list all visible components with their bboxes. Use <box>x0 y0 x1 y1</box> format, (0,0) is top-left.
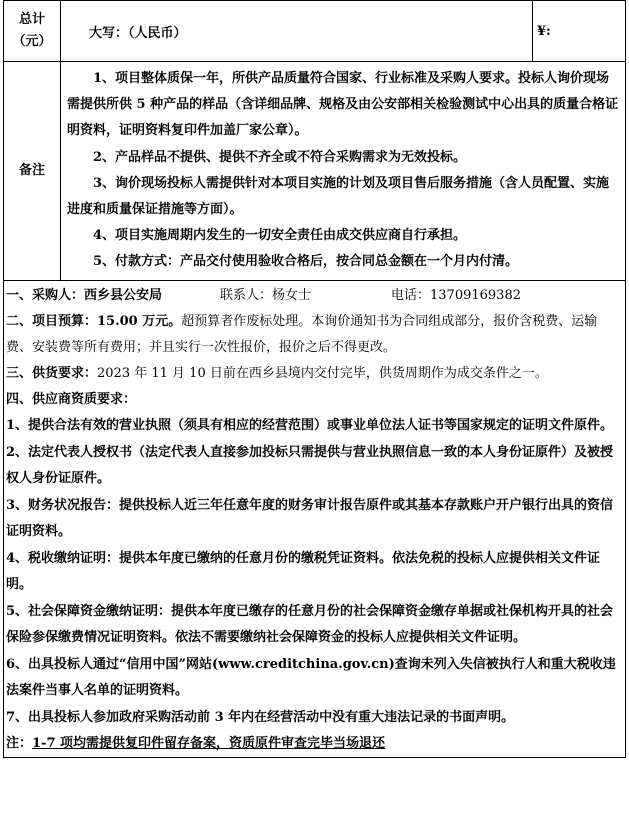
total-label-line1: 总计 <box>18 12 45 27</box>
remarks-content <box>61 62 626 281</box>
body-content <box>4 280 626 758</box>
footnote-text: 1-7 项均需提供复印件留存备案，资质原件审查完毕当场退还 <box>32 736 386 752</box>
footnote <box>6 731 623 757</box>
remark-item: 1、项目整体质保一年，所供产品质量符合国家、行业标准及采购人要求。投标人询价现场需提供所供 5 种产品的样品（含详细品牌、规格及由公安部相关检验测试中心出具的质量合格证明资料，证明资料复印件加盖厂家公章）。 <box>67 71 619 139</box>
qualification-item: 5、社会保障资金缴纳证明：提供本年度已缴存的任意月份的社会保障资金缴存单据或社保机构开具的社会保险参保缴费情况证明资料。依法不需要缴纳社会保障资金的投标人应提供相关文件证明。 <box>6 603 614 646</box>
total-label-cell <box>4 1 61 62</box>
qualification-item: 6、出具投标人通过“信用中国”网站(www.creditchina.gov.cn)查询未列入失信被执行人和重大税收违法案件当事人名单的证明资料。 <box>6 656 616 699</box>
remark-item: 3、询价现场投标人需提供针对本项目实施的计划及项目售后服务措施（含人员配置、实施进度和质量保证措施等方面）。 <box>67 175 610 218</box>
total-label-line2: （元） <box>12 34 52 49</box>
remarks-label: 备注 <box>4 62 61 281</box>
qualification-item: 2、法定代表人授权书（法定代表人直接参加投标只需提供与营业执照信息一致的本人身份证原件）及被授权人身份证原件。 <box>6 444 614 487</box>
remark-item: 4、项目实施周期内发生的一切安全责任由成交供应商自行承担。 <box>93 228 467 244</box>
budget-paragraph <box>6 309 623 361</box>
qualification-item: 7、出具投标人参加政府采购活动前 3 年内在经营活动中没有重大违法记录的书面声明。 <box>6 709 515 725</box>
remark-item: 5、付款方式：产品交付使用验收合格后，按合同总金额在一个月内付清。 <box>93 254 519 270</box>
purchaser-line <box>6 283 623 309</box>
budget-label: 二、项目预算：15.00 万元。 <box>6 313 182 329</box>
total-row <box>4 1 626 62</box>
total-yuan-cell: ¥: <box>533 1 626 62</box>
purchaser-contact: 联系人：杨女士 <box>220 287 312 303</box>
supply-label: 三、供货要求： <box>6 365 98 381</box>
remarks-row <box>4 62 626 281</box>
footnote-prefix: 注： <box>6 736 33 752</box>
qualification-item: 3、财务状况报告：提供投标人近三年任意年度的财务审计报告原件或其基本存款账户开户银行出具的资信证明资料。 <box>6 497 614 540</box>
budget-text: 超预算者作废标处理。本询价通知书为合同组成部分，报价含税费、运输费、安装费等所有费用；并且实行一次性报价，报价之后不得更改。 <box>6 313 598 355</box>
supply-paragraph <box>6 361 623 387</box>
total-uppercase-cell: 大写：（人民币） <box>61 1 533 62</box>
qualification-item: 1、提供合法有效的营业执照（须具有相应的经营范围）或事业单位法人证书等国家规定的证明文件原件。 <box>6 418 614 434</box>
qualification-heading: 四、供应商资质要求： <box>6 391 137 407</box>
qualification-item: 4、税收缴纳证明：提供本年度已缴纳的任意月份的缴税凭证资料。依法免税的投标人应提供相关文件证明。 <box>6 550 601 593</box>
remark-item: 2、产品样品不提供、提供不齐全或不符合采购需求为无效投标。 <box>93 149 467 165</box>
purchaser-label: 一、采购人：西乡县公安局 <box>6 287 163 303</box>
body-row <box>4 280 626 758</box>
procurement-table <box>3 0 626 758</box>
purchaser-phone: 电话：13709169382 <box>391 287 521 303</box>
supply-text: 2023 年 11 月 10 日前在西乡县境内交付完毕，供货周期作为成交条件之一。 <box>97 365 548 381</box>
